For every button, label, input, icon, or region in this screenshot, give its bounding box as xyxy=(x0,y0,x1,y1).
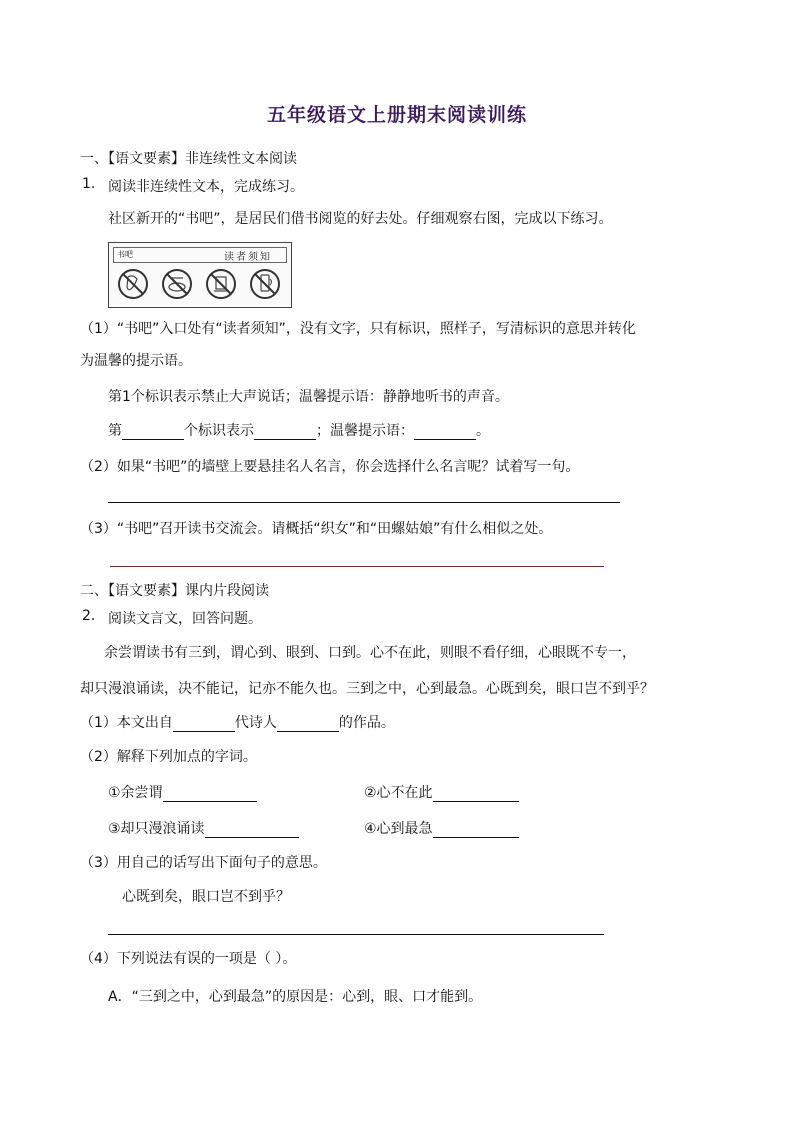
question1-number: 1. xyxy=(82,176,96,192)
answer-blank-word3[interactable] xyxy=(205,823,299,838)
word-4-label: ④心到最急 xyxy=(364,821,433,837)
option-a[interactable]: A．“三到之中，心到最急”的原因是：心到，眼、口才能到。 xyxy=(108,989,483,1005)
sign-title: 读者须知 xyxy=(224,252,272,263)
passage-line2: 却只漫浪诵读，决不能记，记亦不能久也。三到之中，心到最急。心既到矣，眼口岂不到乎？ xyxy=(80,681,654,697)
answer-blank-number[interactable] xyxy=(122,425,184,440)
no-drink-icon xyxy=(205,267,237,301)
question1-text: 阅读非连续性文本，完成练习。 xyxy=(108,179,304,195)
part1-prompt-line1: （1）“书吧”入口处有“读者须知”，没有文字，只有标识，照样子，写清标识的意思并转化 xyxy=(80,321,636,337)
q2-part1 xyxy=(80,712,395,732)
no-food-icon xyxy=(161,267,193,301)
example-prefix: 第 xyxy=(108,389,122,405)
fill-prefix: 第 xyxy=(108,423,122,439)
q2-part4-prompt: （4）下列说法有误的一项是（ ）。 xyxy=(80,951,297,967)
part1-prompt-line2: 为温馨的提示语。 xyxy=(80,353,192,369)
question2-text: 阅读文言文，回答问题。 xyxy=(108,611,262,627)
page-title: 五年级语文上册期末阅读训练 xyxy=(266,104,527,126)
word-item-3 xyxy=(108,818,299,838)
no-phone-icon xyxy=(249,267,281,301)
answer-blank-author[interactable] xyxy=(277,717,339,732)
sign-logo: 书吧 xyxy=(117,250,133,259)
answer-blank-word2[interactable] xyxy=(433,787,519,802)
section1-heading: 一、【语文要素】非连续性文本阅读 xyxy=(80,151,297,167)
sign-header xyxy=(113,247,287,263)
fill-end: 。 xyxy=(476,423,490,439)
q2-part1-suffix: 的作品。 xyxy=(338,715,395,731)
q2-part1-prefix: （1）本文出自 xyxy=(80,715,173,731)
word-item-1 xyxy=(108,782,257,802)
fill-in-line xyxy=(108,420,490,440)
no-loud-talking-icon xyxy=(117,267,149,301)
question1-intro: 社区新开的“书吧”，是居民们借书阅览的好去处。仔细观察右图，完成以下练习。 xyxy=(108,211,613,227)
answer-blank-tip[interactable] xyxy=(414,425,476,440)
example-number: 1 xyxy=(122,389,131,405)
word-item-2 xyxy=(364,782,519,802)
part2-prompt: （2）如果“书吧”的墙壁上要悬挂名人名言，你会选择什么名言呢？试着写一句。 xyxy=(80,459,580,475)
part3-prompt: （3）“书吧”召开读书交流会。请概括“织女”和“田螺姑娘”有什么相似之处。 xyxy=(80,521,553,537)
passage-line1: 余尝谓读书有三到，谓心到、眼到、口到。心不在此，则眼不看仔细，心眼既不专一， xyxy=(104,645,636,661)
q2-part2-prompt: （2）解释下列加点的字词。 xyxy=(80,749,257,765)
answer-blank-meaning[interactable] xyxy=(254,425,316,440)
answer-blank-word1[interactable] xyxy=(163,787,257,802)
word-1-label: ①余尝谓 xyxy=(108,785,163,801)
answer-line-q2-part3[interactable] xyxy=(108,934,604,935)
answer-line-part3[interactable] xyxy=(110,566,604,567)
fill-meaning-label: 个标识表示 xyxy=(184,423,254,439)
example-body: 个标识表示禁止大声说话；温馨提示语：静静地听书的声音。 xyxy=(130,389,509,405)
answer-line-part2[interactable] xyxy=(108,502,620,503)
q2-part1-middle: 代诗人 xyxy=(234,715,277,731)
q2-part3-prompt: （3）用自己的话写出下面句子的意思。 xyxy=(80,855,327,871)
q2-part3-sentence: 心既到矣，眼口岂不到乎？ xyxy=(122,889,290,905)
answer-blank-word4[interactable] xyxy=(433,823,519,838)
example-answer xyxy=(108,386,509,406)
word-2-label: ②心不在此 xyxy=(364,785,433,801)
question2-number: 2. xyxy=(82,608,96,624)
section2-heading: 二、【语文要素】课内片段阅读 xyxy=(80,583,269,599)
word-item-4 xyxy=(364,818,519,838)
reader-notice-sign xyxy=(108,242,292,308)
word-3-label: ③却只漫浪诵读 xyxy=(108,821,205,837)
fill-tip-label: ；温馨提示语： xyxy=(316,423,414,439)
answer-blank-dynasty[interactable] xyxy=(173,717,235,732)
